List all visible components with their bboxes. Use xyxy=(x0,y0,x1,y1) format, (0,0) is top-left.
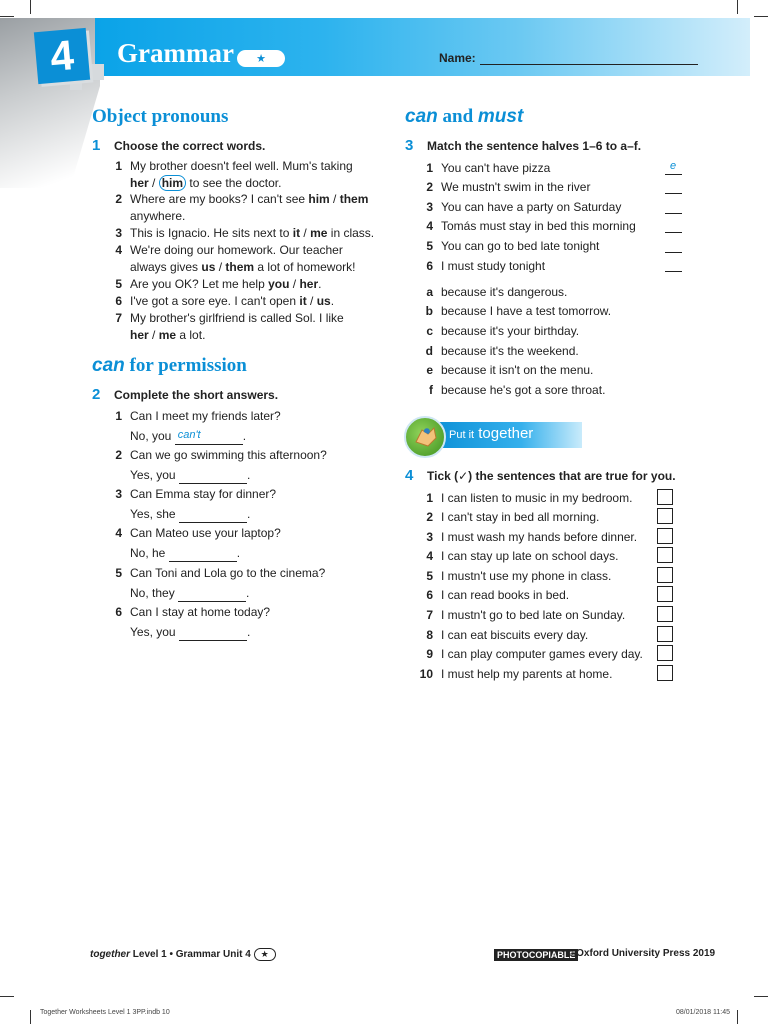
option-word[interactable]: me xyxy=(310,226,328,240)
option-word[interactable]: us xyxy=(316,294,331,308)
match-answer-line[interactable] xyxy=(665,213,682,214)
option-word[interactable]: you xyxy=(268,277,290,291)
option-word[interactable]: her xyxy=(130,175,149,190)
match-answer-line[interactable] xyxy=(665,252,682,253)
match-answer: e xyxy=(670,160,677,172)
option-word[interactable]: it xyxy=(299,294,307,308)
copyright-text: © Oxford University Press 2019 xyxy=(566,948,716,959)
tick-checkbox[interactable] xyxy=(657,586,673,602)
tick-checkbox[interactable] xyxy=(657,645,673,661)
exercise-instruction: Tick (✓) the sentences that are true for you. xyxy=(427,469,676,483)
name-field-line[interactable] xyxy=(480,64,698,65)
option-word[interactable]: them xyxy=(225,259,255,274)
answer-blank[interactable] xyxy=(179,510,247,523)
crop-mark xyxy=(754,16,768,17)
exercise-instruction: Match the sentence halves 1–6 to a–f. xyxy=(427,139,642,153)
crop-mark xyxy=(30,0,31,14)
crop-mark xyxy=(754,996,768,997)
answer-blank[interactable] xyxy=(178,589,246,602)
section-heading-object-pronouns: Object pronouns xyxy=(92,106,229,127)
tick-checkbox[interactable] xyxy=(657,567,673,583)
crop-mark xyxy=(0,996,14,997)
option-word-circled[interactable]: him xyxy=(159,175,186,191)
photocopiable-label: PHOTOCOPIABLE xyxy=(494,949,578,961)
exercise-number: 3 xyxy=(405,137,414,154)
exercise-number: 2 xyxy=(92,386,101,403)
tick-checkbox[interactable] xyxy=(657,547,673,563)
crop-mark xyxy=(737,0,738,14)
tick-checkbox[interactable] xyxy=(657,606,673,622)
crop-mark xyxy=(0,16,14,17)
footer-book-info: together Level 1 • Grammar Unit 4 ★ xyxy=(90,948,276,961)
tick-checkbox[interactable] xyxy=(657,489,673,505)
match-answer-line[interactable] xyxy=(665,193,682,194)
puzzle-icon xyxy=(404,416,446,458)
header-tile-decoration xyxy=(70,80,82,90)
option-word[interactable]: him xyxy=(308,192,330,206)
crop-mark xyxy=(737,1010,738,1024)
answer-blank[interactable] xyxy=(179,628,247,641)
print-slug-file: Together Worksheets Level 1 3PP.indb 10 xyxy=(40,1009,170,1016)
answer-blank[interactable]: can't xyxy=(175,432,243,445)
tick-checkbox[interactable] xyxy=(657,528,673,544)
tick-checkbox[interactable] xyxy=(657,665,673,681)
answer-blank[interactable] xyxy=(169,549,237,562)
name-label: Name: xyxy=(439,51,476,65)
print-slug-date: 08/01/2018 11:45 xyxy=(676,1009,730,1016)
exercise-number: 1 xyxy=(92,137,101,154)
option-word[interactable]: it xyxy=(292,226,301,240)
tick-checkbox[interactable] xyxy=(657,508,673,524)
section-heading-can-for-permission: can for permission xyxy=(92,355,247,376)
exercise-instruction: Choose the correct words. xyxy=(114,139,266,153)
crop-mark xyxy=(30,1010,31,1024)
put-it-together-label: Put it together xyxy=(449,425,534,442)
tick-checkbox[interactable] xyxy=(657,626,673,642)
option-word[interactable]: them xyxy=(339,192,369,206)
option-word[interactable]: me xyxy=(158,327,177,342)
exercise-number: 4 xyxy=(405,467,414,484)
star-level-badge: ★ xyxy=(254,948,276,961)
section-heading-can-and-must: can and must xyxy=(405,106,524,127)
match-answer-line[interactable] xyxy=(665,271,682,272)
answer-blank[interactable] xyxy=(179,471,247,484)
exercise-instruction: Complete the short answers. xyxy=(114,388,279,402)
option-word[interactable]: us xyxy=(201,259,216,274)
unit-number-tile: 4 xyxy=(34,28,90,84)
option-word[interactable]: her xyxy=(130,327,149,342)
match-answer-line[interactable] xyxy=(665,232,682,233)
match-answer-line[interactable] xyxy=(665,174,682,175)
option-word[interactable]: her xyxy=(299,277,319,291)
page-title: Grammar xyxy=(117,38,234,68)
star-level-badge: ★ xyxy=(237,50,285,67)
